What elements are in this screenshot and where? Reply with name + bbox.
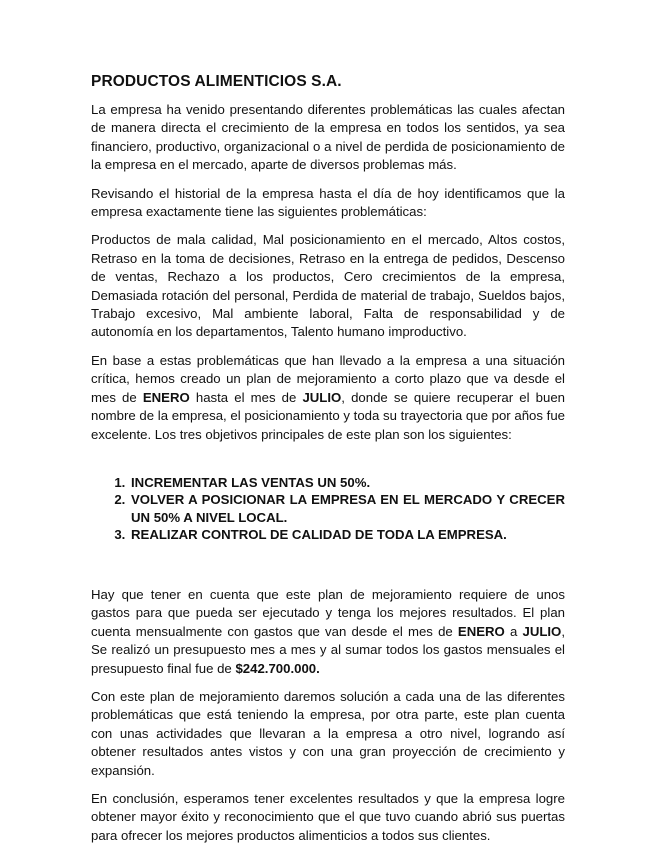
budget-text-2: a (504, 623, 523, 639)
plan-month-end: JULIO (302, 389, 342, 405)
plan-text-1: En base a estas problemáticas que han llevado a la empresa a una situación crítica, hemos creado un plan de mejoramiento a corto plazo que va desde el mes de (91, 352, 565, 405)
plan-month-start: ENERO (142, 389, 190, 405)
document-title: PRODUCTOS ALIMENTICIOS S.A. (91, 73, 342, 90)
objective-item: 3. REALIZAR CONTROL DE CALIDAD DE TODA LA EMPRESA. (129, 526, 565, 544)
budget-total: $242.700.000. (235, 660, 320, 676)
objective-item: 1. INCREMENTAR LAS VENTAS UN 50%. (129, 474, 565, 492)
objective-item: 2. VOLVER A POSICIONAR LA EMPRESA EN EL MERCADO Y CRECER UN 50% A NIVEL LOCAL. (129, 491, 565, 526)
budget-month-end: JULIO (522, 623, 562, 639)
paragraph-history: Revisando el historial de la empresa hasta el día de hoy identificamos que la empresa exactamente tiene las siguientes problemáticas: (91, 185, 565, 220)
paragraph-problems-list: Productos de mala calidad, Mal posicionamiento en el mercado, Altos costos, Retraso en la toma de decisiones, Retraso en la entrega de pedidos, Descenso de ventas, Rechazo a los productos, Cero crecimientos de la empresa, Demasiada rotación del personal, Perdida de material de trabajo, Sueldos bajos, Trabajo excesivo, Mal ambiente laboral, Falta de responsabilidad y de autonomía en los departamentos, Talento humano improductivo. (91, 232, 565, 340)
paragraph-solution: Con este plan de mejoramiento daremos solución a cada una de las diferentes problemáticas que está teniendo la empresa, por otra parte, este plan cuenta con unas actividades que llevaran a la empresa a otro nivel, logrando así obtener resultados antes vistos y con una gran proyección de crecimiento y expansión. (91, 688, 565, 778)
budget-text-1: Hay que tener en cuenta que este plan de mejoramiento requiere de unos gastos para que pueda ser ejecutado y tenga los mejores resultados. El plan cuenta mensualmente con gastos que van desde el mes de (91, 586, 565, 639)
paragraph-plan (91, 352, 565, 444)
document-page (91, 72, 565, 855)
plan-text-3: , donde se quiere recuperar el buen nombre de la empresa, el posicionamiento y toda su trayectoria que por años fue excelente. Los tres objetivos principales de este plan son los siguientes: (91, 389, 565, 442)
paragraph-budget (91, 586, 565, 678)
paragraph-intro: La empresa ha venido presentando diferentes problemáticas las cuales afectan de manera directa el crecimiento de la empresa en todos los sentidos, ya sea financiero, productivo, organizacional o a nivel de perdida de posicionamiento de la empresa en el mercado, aparte de diversos problemas más. (91, 102, 565, 173)
objectives-list (91, 474, 565, 544)
plan-text-2: hasta el mes de (189, 389, 303, 405)
paragraph-conclusion: En conclusión, esperamos tener excelentes resultados y que la empresa logre obtener mayor éxito y reconocimiento que el que tuvo cuando abrió sus puertas para ofrecer los mejores productos alimenticios a todos sus clientes. (91, 790, 565, 843)
budget-text-3: , Se realizó un presupuesto mes a mes y al sumar todos los gastos mensuales el presupuesto final fue de (91, 623, 565, 676)
budget-month-start: ENERO (457, 623, 505, 639)
